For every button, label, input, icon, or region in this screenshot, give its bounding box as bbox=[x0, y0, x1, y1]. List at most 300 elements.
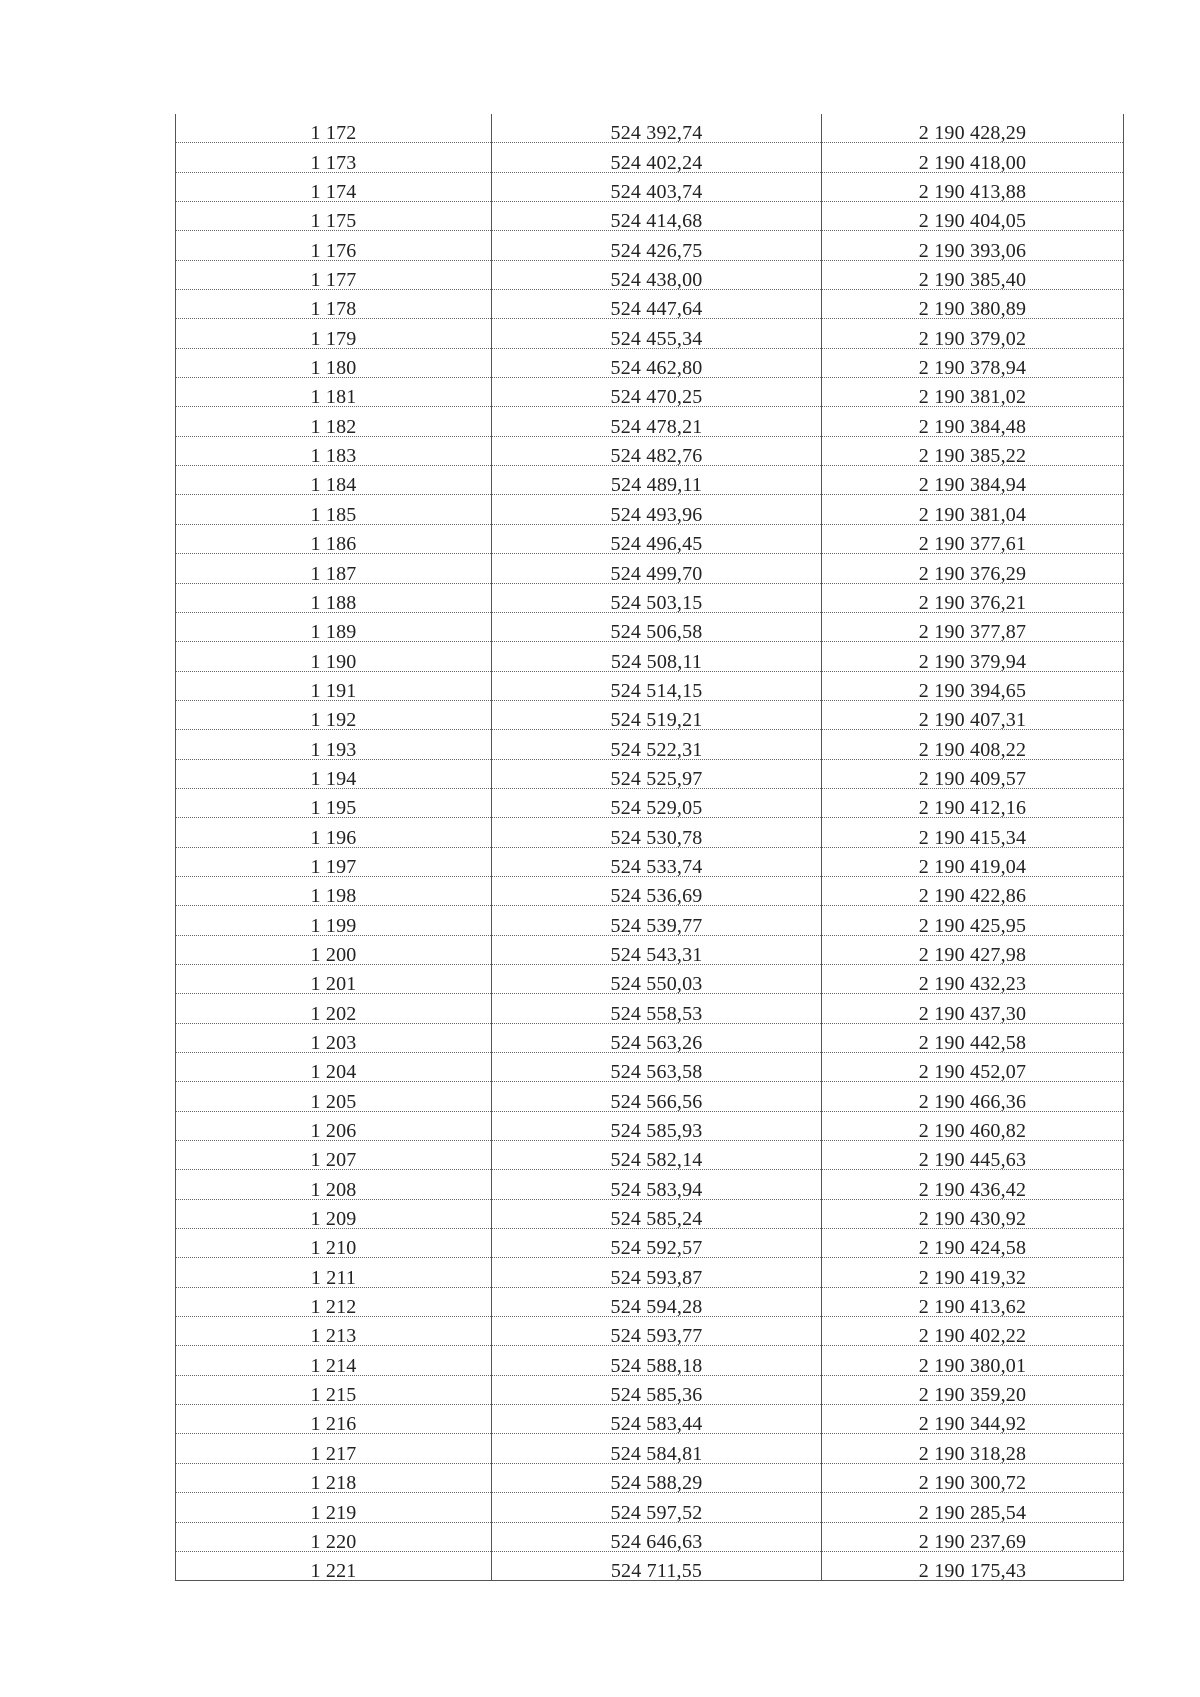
cell-text: 524 403,74 bbox=[610, 181, 703, 204]
point-number-cell bbox=[176, 1522, 492, 1551]
cell-text: 524 414,68 bbox=[610, 210, 703, 233]
y-coordinate-cell bbox=[822, 143, 1124, 172]
cell-text: 1 198 bbox=[310, 885, 357, 908]
cell-text: 1 179 bbox=[310, 327, 357, 350]
point-number-cell bbox=[176, 436, 492, 468]
y-coordinate-cell bbox=[822, 202, 1124, 231]
cell-text: 1 190 bbox=[310, 650, 357, 673]
cell-text: 1 209 bbox=[310, 1208, 357, 1231]
cell-text: 1 180 bbox=[310, 357, 357, 380]
cell-text: 524 711,55 bbox=[610, 1560, 703, 1583]
cell-text: 524 593,77 bbox=[610, 1325, 703, 1348]
x-coordinate-cell bbox=[492, 1023, 822, 1052]
x-coordinate-cell bbox=[492, 524, 822, 556]
x-coordinate-cell bbox=[492, 935, 822, 964]
cell-text: 524 522,31 bbox=[610, 738, 703, 761]
table-row bbox=[176, 1258, 1124, 1287]
y-coordinate-cell bbox=[822, 554, 1124, 583]
x-coordinate-cell bbox=[492, 788, 822, 820]
x-coordinate-cell bbox=[492, 1493, 822, 1522]
cell-text: 524 592,57 bbox=[610, 1237, 703, 1260]
y-coordinate-cell bbox=[822, 436, 1124, 468]
table-row bbox=[176, 1170, 1124, 1199]
point-number-cell bbox=[176, 818, 492, 847]
cell-text: 524 583,94 bbox=[610, 1178, 703, 1201]
x-coordinate-cell bbox=[492, 1317, 822, 1346]
cell-text: 524 489,11 bbox=[610, 474, 703, 497]
cell-text: 2 190 385,22 bbox=[918, 445, 1027, 468]
cell-text: 524 455,34 bbox=[610, 327, 703, 350]
y-coordinate-cell bbox=[822, 847, 1124, 876]
y-coordinate-cell bbox=[822, 1493, 1124, 1522]
y-coordinate-cell bbox=[822, 407, 1124, 436]
table-row bbox=[176, 847, 1124, 876]
cell-text: 524 493,96 bbox=[610, 503, 703, 526]
table-row bbox=[176, 407, 1124, 436]
cell-text: 1 191 bbox=[310, 679, 357, 702]
cell-text: 524 508,11 bbox=[610, 650, 703, 673]
x-coordinate-cell bbox=[492, 378, 822, 407]
x-coordinate-cell bbox=[492, 964, 822, 996]
table-row bbox=[176, 172, 1124, 201]
cell-text: 2 190 385,40 bbox=[918, 269, 1027, 292]
point-number-cell bbox=[176, 319, 492, 348]
table-row bbox=[176, 290, 1124, 319]
point-number-cell bbox=[176, 202, 492, 231]
point-number-cell bbox=[176, 1141, 492, 1170]
table-row bbox=[176, 1229, 1124, 1258]
point-number-cell bbox=[176, 583, 492, 612]
cell-text: 1 202 bbox=[310, 1002, 357, 1025]
x-coordinate-cell bbox=[492, 231, 822, 260]
point-number-cell bbox=[176, 260, 492, 292]
cell-text: 1 173 bbox=[310, 151, 357, 174]
x-coordinate-cell bbox=[492, 495, 822, 524]
cell-text: 524 426,75 bbox=[610, 239, 703, 262]
y-coordinate-cell bbox=[822, 964, 1124, 996]
cell-text: 2 190 407,31 bbox=[918, 709, 1027, 732]
table-row bbox=[176, 1346, 1124, 1375]
cell-text: 2 190 300,72 bbox=[918, 1472, 1027, 1495]
table-row bbox=[176, 730, 1124, 759]
cell-text: 524 558,53 bbox=[610, 1002, 703, 1025]
cell-text: 1 208 bbox=[310, 1178, 357, 1201]
table-row bbox=[176, 759, 1124, 788]
cell-text: 2 190 237,69 bbox=[918, 1530, 1027, 1553]
cell-text: 524 533,74 bbox=[610, 855, 703, 878]
x-coordinate-cell bbox=[492, 847, 822, 876]
x-coordinate-cell bbox=[492, 642, 822, 671]
point-number-cell bbox=[176, 1493, 492, 1522]
y-coordinate-cell bbox=[822, 1346, 1124, 1375]
x-coordinate-cell bbox=[492, 114, 822, 143]
cell-text: 524 392,74 bbox=[610, 122, 703, 145]
cell-text: 2 190 379,02 bbox=[918, 327, 1027, 350]
point-number-cell bbox=[176, 671, 492, 700]
cell-text: 1 194 bbox=[310, 767, 357, 790]
point-number-cell bbox=[176, 114, 492, 143]
cell-text: 1 207 bbox=[310, 1149, 357, 1172]
cell-text: 2 190 175,43 bbox=[918, 1560, 1027, 1583]
point-number-cell bbox=[176, 1170, 492, 1199]
cell-text: 2 190 394,65 bbox=[918, 679, 1027, 702]
y-coordinate-cell bbox=[822, 172, 1124, 204]
cell-text: 2 190 380,01 bbox=[918, 1354, 1027, 1377]
table-row bbox=[176, 906, 1124, 935]
table-row bbox=[176, 524, 1124, 553]
point-number-cell bbox=[176, 700, 492, 732]
table-row bbox=[176, 1317, 1124, 1346]
cell-text: 1 185 bbox=[310, 503, 357, 526]
table-row bbox=[176, 994, 1124, 1023]
y-coordinate-cell bbox=[822, 290, 1124, 319]
cell-text: 2 190 452,07 bbox=[918, 1061, 1027, 1084]
point-number-cell bbox=[176, 1199, 492, 1231]
point-number-cell bbox=[176, 1317, 492, 1346]
x-coordinate-cell bbox=[492, 906, 822, 935]
point-number-cell bbox=[176, 642, 492, 671]
point-number-cell bbox=[176, 935, 492, 964]
cell-text: 2 190 415,34 bbox=[918, 826, 1027, 849]
y-coordinate-cell bbox=[822, 319, 1124, 348]
cell-text: 524 585,24 bbox=[610, 1208, 703, 1231]
cell-text: 1 172 bbox=[310, 122, 357, 145]
cell-text: 2 190 466,36 bbox=[918, 1090, 1027, 1113]
cell-text: 1 217 bbox=[310, 1442, 357, 1465]
cell-text: 1 189 bbox=[310, 621, 357, 644]
y-coordinate-cell bbox=[822, 348, 1124, 380]
cell-text: 1 186 bbox=[310, 533, 357, 556]
y-coordinate-cell bbox=[822, 935, 1124, 964]
cell-text: 2 190 413,88 bbox=[918, 181, 1027, 204]
cell-text: 524 447,64 bbox=[610, 298, 703, 321]
y-coordinate-cell bbox=[822, 1287, 1124, 1319]
y-coordinate-cell bbox=[822, 1434, 1124, 1463]
cell-text: 1 220 bbox=[310, 1530, 357, 1553]
x-coordinate-cell bbox=[492, 319, 822, 348]
table-row bbox=[176, 1053, 1124, 1082]
x-coordinate-cell bbox=[492, 1375, 822, 1407]
table-row bbox=[176, 348, 1124, 377]
table-row bbox=[176, 1405, 1124, 1434]
y-coordinate-cell bbox=[822, 1170, 1124, 1199]
cell-text: 1 205 bbox=[310, 1090, 357, 1113]
y-coordinate-cell bbox=[822, 642, 1124, 671]
cell-text: 2 190 418,00 bbox=[918, 151, 1027, 174]
x-coordinate-cell bbox=[492, 1551, 822, 1583]
cell-text: 1 182 bbox=[310, 415, 357, 438]
table-row bbox=[176, 260, 1124, 289]
table-row bbox=[176, 143, 1124, 172]
y-coordinate-cell bbox=[822, 1463, 1124, 1495]
x-coordinate-cell bbox=[492, 1199, 822, 1231]
cell-text: 1 178 bbox=[310, 298, 357, 321]
point-number-cell bbox=[176, 876, 492, 908]
point-number-cell bbox=[176, 1111, 492, 1143]
cell-text: 2 190 384,48 bbox=[918, 415, 1027, 438]
cell-text: 1 215 bbox=[310, 1384, 357, 1407]
x-coordinate-cell bbox=[492, 436, 822, 468]
point-number-cell bbox=[176, 1287, 492, 1319]
cell-text: 524 482,76 bbox=[610, 445, 703, 468]
cell-text: 524 543,31 bbox=[610, 943, 703, 966]
point-number-cell bbox=[176, 290, 492, 319]
cell-text: 524 566,56 bbox=[610, 1090, 703, 1113]
cell-text: 2 190 419,32 bbox=[918, 1266, 1027, 1289]
point-number-cell bbox=[176, 407, 492, 436]
x-coordinate-cell bbox=[492, 290, 822, 319]
table-row bbox=[176, 583, 1124, 612]
y-coordinate-cell bbox=[822, 818, 1124, 847]
cell-text: 1 213 bbox=[310, 1325, 357, 1348]
x-coordinate-cell bbox=[492, 407, 822, 436]
table-row bbox=[176, 671, 1124, 700]
cell-text: 524 588,18 bbox=[610, 1354, 703, 1377]
table-row bbox=[176, 788, 1124, 817]
cell-text: 524 563,26 bbox=[610, 1032, 703, 1054]
table-row bbox=[176, 612, 1124, 641]
cell-text: 1 188 bbox=[310, 591, 357, 614]
table-row bbox=[176, 378, 1124, 407]
cell-text: 1 193 bbox=[310, 738, 357, 761]
cell-text: 524 462,80 bbox=[610, 357, 703, 380]
x-coordinate-cell bbox=[492, 466, 822, 495]
table-row bbox=[176, 1375, 1124, 1404]
table-row bbox=[176, 1023, 1124, 1052]
cell-text: 524 594,28 bbox=[610, 1296, 703, 1319]
point-number-cell bbox=[176, 906, 492, 935]
cell-text: 2 190 377,87 bbox=[918, 621, 1027, 644]
cell-text: 524 585,93 bbox=[610, 1120, 703, 1143]
table-row bbox=[176, 231, 1124, 260]
point-number-cell bbox=[176, 994, 492, 1023]
point-number-cell bbox=[176, 495, 492, 524]
table-row bbox=[176, 495, 1124, 524]
point-number-cell bbox=[176, 554, 492, 583]
coordinates-table bbox=[175, 114, 1124, 1581]
point-number-cell bbox=[176, 172, 492, 204]
table-row bbox=[176, 935, 1124, 964]
cell-text: 2 190 318,28 bbox=[918, 1442, 1027, 1465]
point-number-cell bbox=[176, 1229, 492, 1258]
cell-text: 1 199 bbox=[310, 914, 357, 937]
table-row bbox=[176, 1551, 1124, 1580]
table-row bbox=[176, 466, 1124, 495]
coordinates-table-body bbox=[176, 114, 1124, 1581]
cell-text: 1 211 bbox=[310, 1266, 357, 1289]
cell-text: 524 525,97 bbox=[610, 767, 703, 790]
y-coordinate-cell bbox=[822, 466, 1124, 495]
x-coordinate-cell bbox=[492, 172, 822, 204]
y-coordinate-cell bbox=[822, 1522, 1124, 1551]
cell-text: 1 196 bbox=[310, 826, 357, 849]
cell-text: 524 503,15 bbox=[610, 591, 703, 614]
cell-text: 524 438,00 bbox=[610, 269, 703, 292]
cell-text: 524 582,14 bbox=[610, 1149, 703, 1172]
cell-text: 2 190 402,22 bbox=[918, 1325, 1027, 1348]
cell-text: 524 506,58 bbox=[610, 621, 703, 644]
x-coordinate-cell bbox=[492, 1522, 822, 1551]
table-row bbox=[176, 1287, 1124, 1316]
point-number-cell bbox=[176, 348, 492, 380]
x-coordinate-cell bbox=[492, 1053, 822, 1082]
x-coordinate-cell bbox=[492, 143, 822, 172]
cell-text: 524 519,21 bbox=[610, 709, 703, 732]
cell-text: 2 190 344,92 bbox=[918, 1413, 1027, 1436]
cell-text: 524 499,70 bbox=[610, 562, 703, 585]
point-number-cell bbox=[176, 1375, 492, 1407]
cell-text: 2 190 377,61 bbox=[918, 533, 1027, 556]
cell-text: 2 190 442,58 bbox=[918, 1032, 1027, 1054]
cell-text: 524 597,52 bbox=[610, 1501, 703, 1524]
y-coordinate-cell bbox=[822, 759, 1124, 788]
x-coordinate-cell bbox=[492, 612, 822, 644]
point-number-cell bbox=[176, 612, 492, 644]
point-number-cell bbox=[176, 378, 492, 407]
y-coordinate-cell bbox=[822, 1375, 1124, 1407]
cell-text: 524 584,81 bbox=[610, 1442, 703, 1465]
cell-text: 2 190 380,89 bbox=[918, 298, 1027, 321]
cell-text: 1 214 bbox=[310, 1354, 357, 1377]
cell-text: 524 588,29 bbox=[610, 1472, 703, 1495]
cell-text: 1 187 bbox=[310, 562, 357, 585]
table-row bbox=[176, 1463, 1124, 1492]
cell-text: 524 478,21 bbox=[610, 415, 703, 438]
cell-text: 1 176 bbox=[310, 239, 357, 262]
cell-text: 524 496,45 bbox=[610, 533, 703, 556]
y-coordinate-cell bbox=[822, 495, 1124, 524]
cell-text: 2 190 404,05 bbox=[918, 210, 1027, 233]
cell-text: 1 204 bbox=[310, 1061, 357, 1084]
table-row bbox=[176, 436, 1124, 465]
y-coordinate-cell bbox=[822, 231, 1124, 260]
x-coordinate-cell bbox=[492, 202, 822, 231]
x-coordinate-cell bbox=[492, 759, 822, 788]
x-coordinate-cell bbox=[492, 1111, 822, 1143]
cell-text: 2 190 445,63 bbox=[918, 1149, 1027, 1172]
cell-text: 1 221 bbox=[310, 1560, 357, 1583]
x-coordinate-cell bbox=[492, 1346, 822, 1375]
cell-text: 2 190 460,82 bbox=[918, 1120, 1027, 1143]
x-coordinate-cell bbox=[492, 730, 822, 759]
cell-text: 2 190 381,02 bbox=[918, 386, 1027, 409]
x-coordinate-cell bbox=[492, 554, 822, 583]
cell-text: 2 190 393,06 bbox=[918, 239, 1027, 262]
cell-text: 524 550,03 bbox=[610, 973, 703, 996]
y-coordinate-cell bbox=[822, 994, 1124, 1023]
x-coordinate-cell bbox=[492, 994, 822, 1023]
cell-text: 2 190 425,95 bbox=[918, 914, 1027, 937]
point-number-cell bbox=[176, 759, 492, 788]
cell-text: 2 190 422,86 bbox=[918, 885, 1027, 908]
point-number-cell bbox=[176, 1551, 492, 1583]
cell-text: 2 190 437,30 bbox=[918, 1002, 1027, 1025]
point-number-cell bbox=[176, 847, 492, 876]
x-coordinate-cell bbox=[492, 1141, 822, 1170]
x-coordinate-cell bbox=[492, 583, 822, 612]
cell-text: 2 190 419,04 bbox=[918, 855, 1027, 878]
cell-text: 2 190 376,21 bbox=[918, 591, 1027, 614]
y-coordinate-cell bbox=[822, 788, 1124, 820]
cell-text: 2 190 430,92 bbox=[918, 1208, 1027, 1231]
y-coordinate-cell bbox=[822, 906, 1124, 935]
cell-text: 2 190 412,16 bbox=[918, 797, 1027, 820]
table-row bbox=[176, 319, 1124, 348]
table-row bbox=[176, 876, 1124, 905]
y-coordinate-cell bbox=[822, 114, 1124, 143]
x-coordinate-cell bbox=[492, 1229, 822, 1258]
table-row bbox=[176, 1434, 1124, 1463]
cell-text: 1 210 bbox=[310, 1237, 357, 1260]
cell-text: 2 190 413,62 bbox=[918, 1296, 1027, 1319]
table-row bbox=[176, 818, 1124, 847]
y-coordinate-cell bbox=[822, 612, 1124, 644]
cell-text: 1 183 bbox=[310, 445, 357, 468]
y-coordinate-cell bbox=[822, 1551, 1124, 1583]
point-number-cell bbox=[176, 1053, 492, 1082]
table-row bbox=[176, 964, 1124, 993]
y-coordinate-cell bbox=[822, 1141, 1124, 1170]
y-coordinate-cell bbox=[822, 1053, 1124, 1082]
point-number-cell bbox=[176, 1463, 492, 1495]
y-coordinate-cell bbox=[822, 524, 1124, 556]
table-row bbox=[176, 1522, 1124, 1551]
y-coordinate-cell bbox=[822, 1023, 1124, 1052]
x-coordinate-cell bbox=[492, 1082, 822, 1111]
y-coordinate-cell bbox=[822, 876, 1124, 908]
x-coordinate-cell bbox=[492, 671, 822, 700]
cell-text: 2 190 378,94 bbox=[918, 357, 1027, 380]
table-row bbox=[176, 1082, 1124, 1111]
x-coordinate-cell bbox=[492, 1463, 822, 1495]
cell-text: 2 190 408,22 bbox=[918, 738, 1027, 761]
cell-text: 524 646,63 bbox=[610, 1530, 703, 1553]
table-row bbox=[176, 554, 1124, 583]
table-row bbox=[176, 1199, 1124, 1228]
y-coordinate-cell bbox=[822, 260, 1124, 292]
cell-text: 1 216 bbox=[310, 1413, 357, 1436]
point-number-cell bbox=[176, 231, 492, 260]
cell-text: 2 190 436,42 bbox=[918, 1178, 1027, 1201]
point-number-cell bbox=[176, 730, 492, 759]
cell-text: 2 190 432,23 bbox=[918, 973, 1027, 996]
x-coordinate-cell bbox=[492, 1287, 822, 1319]
cell-text: 2 190 384,94 bbox=[918, 474, 1027, 497]
cell-text: 1 201 bbox=[310, 973, 357, 996]
cell-text: 524 539,77 bbox=[610, 914, 703, 937]
cell-text: 1 212 bbox=[310, 1296, 357, 1319]
cell-text: 1 192 bbox=[310, 709, 357, 732]
cell-text: 1 184 bbox=[310, 474, 357, 497]
point-number-cell bbox=[176, 143, 492, 172]
cell-text: 2 190 285,54 bbox=[918, 1501, 1027, 1524]
y-coordinate-cell bbox=[822, 1199, 1124, 1231]
cell-text: 2 190 427,98 bbox=[918, 943, 1027, 966]
point-number-cell bbox=[176, 1258, 492, 1287]
cell-text: 524 529,05 bbox=[610, 797, 703, 820]
table-row bbox=[176, 114, 1124, 143]
x-coordinate-cell bbox=[492, 260, 822, 292]
point-number-cell bbox=[176, 788, 492, 820]
x-coordinate-cell bbox=[492, 348, 822, 380]
cell-text: 1 197 bbox=[310, 855, 357, 878]
cell-text: 1 219 bbox=[310, 1501, 357, 1524]
point-number-cell bbox=[176, 1082, 492, 1111]
cell-text: 2 190 379,94 bbox=[918, 650, 1027, 673]
x-coordinate-cell bbox=[492, 1258, 822, 1287]
y-coordinate-cell bbox=[822, 1258, 1124, 1287]
y-coordinate-cell bbox=[822, 1111, 1124, 1143]
